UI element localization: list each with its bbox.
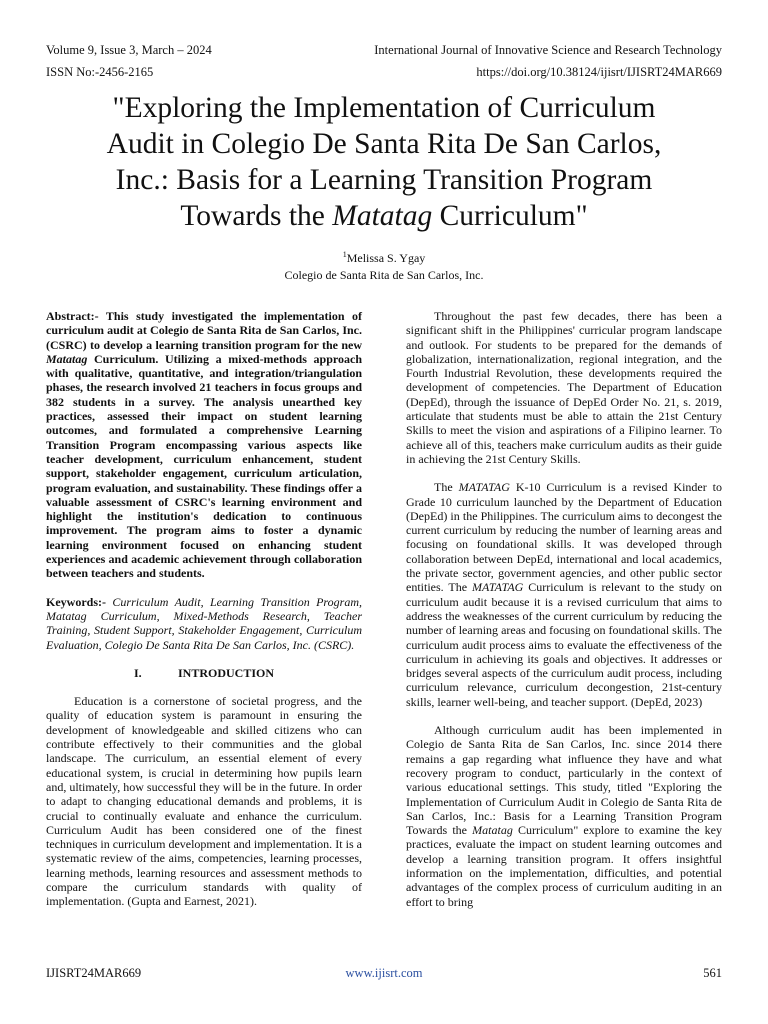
paper-title	[40, 90, 728, 234]
title-line-3: Inc.: Basis for a Learning Transition Program	[115, 164, 653, 196]
volume-info: Volume 9, Issue 3, March – 2024	[46, 43, 212, 57]
issn: ISSN No:-2456-2165	[46, 65, 154, 79]
abstract: Abstract:- This study investigated the implementation of curriculum audit at Colegio de Santa Rita de San Carlos, Inc. (CSRC) to develop a learning transition program for the new Matatag Curriculum. Utilizing a mixed-methods approach with qualitative, quantitative, and integration/triangulation phases, the research involved 21 teachers in focus groups and 382 students in a survey. The analysis unearthed key practices, assessed their impact on student learning outcomes, and formulated a comprehensive Learning Transition Program encompassing various aspects like teacher development, curriculum enhancement, student support, stakeholder engagement, curriculum articulation, program evaluation, and sustainability. These findings offer a valuable assessment of CSRC's learning environment and highlight the institution's dedication to continuous improvement. The program aims to foster a dynamic learning environment focused on enhancing student experiences and academic achievement through collaboration between teachers and students.	[46, 309, 362, 581]
right-column	[406, 309, 722, 923]
left-column	[46, 309, 362, 923]
title-line-2: Audit in Colegio De Santa Rita De San Carlos,	[106, 128, 662, 160]
author-affiliation: Colegio de Santa Rita de San Carlos, Inc.	[284, 268, 484, 282]
section-heading-introduction: I. INTRODUCTION	[133, 665, 274, 680]
body-paragraph-3: Although curriculum audit has been implemented in Colegio de Santa Rita de San Carlos, Inc. since 2014 there remains a gap regarding what influence they have and what recovery program to conduct, particularly in the context of various educational settings. This study, titled "Exploring the Implementation of Curriculum Audit in Colegio de Santa Rita de San Carlos, Inc.: Basis for a Learning Transition Program Towards the Matatag Curriculum" explore to examine the key practices, evaluate the impact on student learning outcomes and develop a learning transition program. It offers insightful information on the implementation, difficulties, and potential advantages of the complex process of curriculum auditing in an effort to bring	[406, 723, 723, 909]
page-number: 561	[703, 966, 722, 980]
footer-paper-code: IJISRT24MAR669	[46, 966, 142, 980]
footer-website-link[interactable]: www.ijisrt.com	[345, 966, 423, 980]
body-paragraph-1: Throughout the past few decades, there has been a significant shift in the Philippines' curricular program landscape and outlook. For students to be prepared for the demands of globalization, internationalization, regional integration, and the Fourth Industrial Revolution, these developments required the development of competencies. The Department of Education (DepEd), through the issuance of DepEd Order No. 21, s. 2019, articulate that students must be able to attain the 21st Century Skills to meet the vision and aspirations of a Filipino learner. To achieve all of this, teachers make curriculum audits as their guide in achieving the 21st Century Skills.	[406, 309, 722, 466]
keywords: Keywords:- Curriculum Audit, Learning Transition Program, Matatag Curriculum, Mixed-Methods Research, Teacher Training, Student Support, Stakeholder Engagement, Curriculum Evaluation, Colegio De Santa Rita De San Carlos, Inc. (CSRC).	[46, 594, 362, 652]
title-line-4: Towards the Matatag Curriculum"	[180, 200, 588, 232]
doi-link[interactable]: https://doi.org/10.38124/ijisrt/IJISRT24MAR669	[476, 65, 722, 79]
intro-paragraph-1: Education is a cornerstone of societal progress, and the quality of education system is paramount in ensuring the development of knowledgeable and skilled citizens who can contribute effectively to their communities and the global landscape. The curriculum, an essential element of every educational system, is crucial in determining how pupils learn and, ultimately, how successful they will be in the future. In order to adapt to changing educational demands and problems, it is crucial to continually evaluate and enhance the curriculum. Curriculum Audit has been considered one of the finest techniques in curriculum development and implementation. It is a systematic review of the aims, competencies, learning processes, learning methods, learning resources and assessment methods to compare the curriculum standards with quality of implementation. (Gupta and Earnest, 2021).	[46, 694, 362, 909]
journal-name: International Journal of Innovative Science and Research Technology	[374, 43, 722, 57]
author-superscript: 1	[342, 250, 347, 259]
title-line-1: "Exploring the Implementation of Curriculum	[112, 92, 656, 124]
author-block	[0, 250, 768, 284]
author-name: Melissa S. Ygay	[346, 251, 426, 265]
body-paragraph-2: The MATATAG K-10 Curriculum is a revised Kinder to Grade 10 curriculum launched by the Department of Education (DepEd) in the Philippines. The curriculum aims to decongest the current curriculum by reducing the number of learning areas and focusing on foundational skills. It was developed through collaboration between DepEd, international and local academics, the private sector, government agencies, and other public sector entities. The MATATAG Curriculum is relevant to the study on curriculum audit because it is a revised curriculum that aims to address the weaknesses of the current curriculum by reducing the number of learning areas and focusing on foundational skills. The curriculum audit process aims to evaluate the effectiveness of the curriculum in achieving its goals and objectives. It addresses or bridges several aspects of the curriculum audit process, including curriculum relevance, curriculum decongestion, 21st-century skills, learner well-being, and teacher support. (DepEd, 2023)	[406, 480, 723, 709]
